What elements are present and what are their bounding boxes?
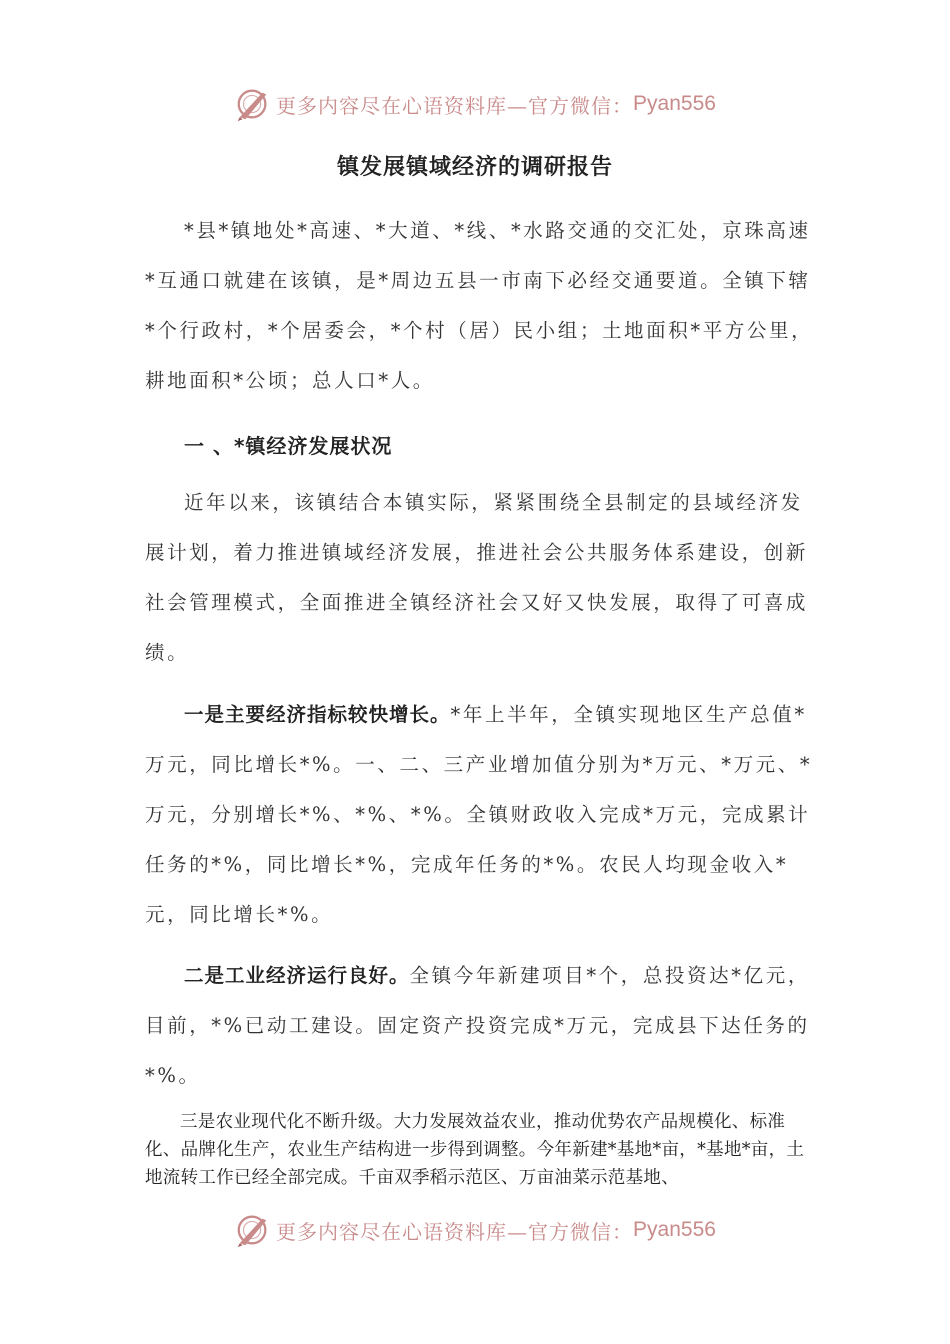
- section-paragraph: 近年以来，该镇结合本镇实际，紧紧围绕全县制定的县域经济发展计划，着力推进镇域经济发展，推进社会公共服务体系建设，创新社会管理模式，全面推进全镇经济社会又好又快发展，取得了可喜成绩。: [145, 491, 809, 664]
- banner-wechat-id: Pyan556: [633, 92, 716, 115]
- banner-text: 更多内容尽在心语资料库—官方微信：: [276, 1219, 634, 1244]
- point-two-lead: 二是工业经济运行良好。: [184, 964, 410, 987]
- intro-paragraph: *县*镇地处*高速、*大道、*线、*水路交通的交汇处，京珠高速*互通口就建在该镇，是*周边五县一市南下必经交通要道。全镇下辖*个行政村，*个居委会，*个村（居）民小组；土地面积*平方公里，耕地面积*公顷；总人口*人。: [145, 219, 814, 392]
- section-heading: 一 、*镇经济发展状况: [184, 434, 393, 458]
- banner-text: 更多内容尽在心语资料库—官方微信：: [276, 93, 634, 118]
- point-one-body: *年上半年，全镇实现地区生产总值*万元，同比增长*%。一、二、三产业增加值分别为*万元、*万元、*万元，分别增长*%、*%、*%。全镇财政收入完成*万元，完成累计任务的*%，同比增长*%，完成年任务的*%。农民人均现金收入*元，同比增长*%。: [145, 703, 813, 926]
- pen-logo-icon: [234, 1211, 272, 1249]
- point-one-lead: 一是主要经济指标较快增长。: [184, 703, 451, 726]
- banner-wechat-id: Pyan556: [633, 1218, 716, 1241]
- point-two-body: 全镇今年新建项目*个，总投资达*亿元，目前，*%已动工建设。固定资产投资完成*万元，完成县下达任务的*%。: [145, 964, 810, 1087]
- footer-banner: [0, 1208, 950, 1252]
- point-one-paragraph: [145, 690, 817, 940]
- document-title: 镇发展镇域经济的调研报告: [336, 155, 613, 180]
- point-three-paragraph: 三是农业现代化不断升级。大力发展效益农业，推动优势农产品规模化、标准化、品牌化生产，农业生产结构进一步得到调整。今年新建*基地*亩，*基地*亩，土地流转工作已经全部完成。千亩双季稻示范区、万亩油菜示范基地、: [145, 1112, 805, 1188]
- pen-logo-icon: [234, 85, 272, 123]
- header-banner: [0, 82, 950, 126]
- point-two-paragraph: [145, 951, 817, 1101]
